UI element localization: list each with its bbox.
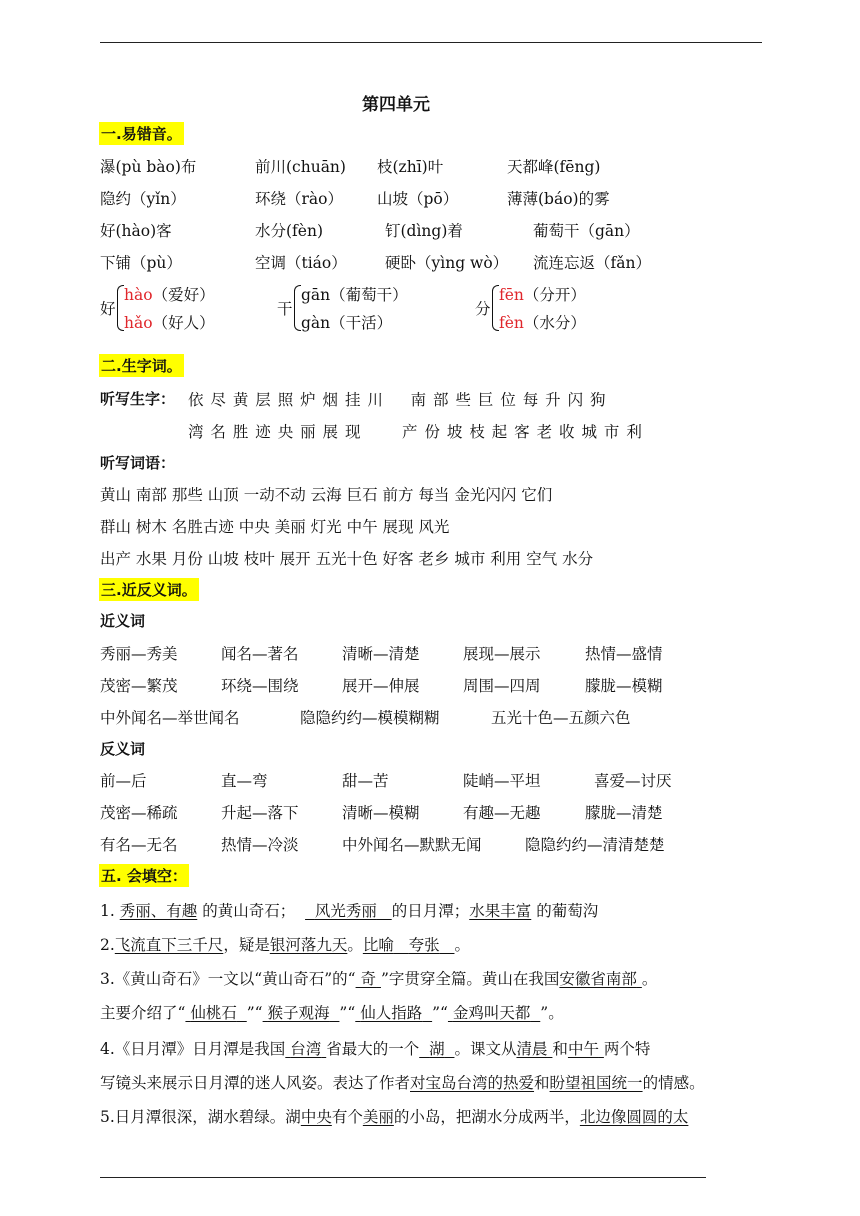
pinyin-item: 流连忘返（fǎn） xyxy=(533,254,651,272)
fill-question-4: 4.《日月潭》日月潭是我国 台湾 省最大的一个 湖 。课文从清晨 和中午 两个特 xyxy=(100,1040,651,1058)
word-pair: 甜—苦 xyxy=(342,772,389,790)
page-title: 第四单元 xyxy=(362,95,430,115)
word-pair: 五光十色—五颜六色 xyxy=(491,709,631,727)
pinyin-item: 好(hào)客 xyxy=(100,222,172,240)
word-pair: 有名—无名 xyxy=(100,836,178,854)
word-pair: 陡峭—平坦 xyxy=(463,772,541,790)
section-heading-1: 一.易错音。 xyxy=(99,122,184,145)
fill-question-2: 2.飞流直下三千尺，疑是银河落九天。比喻 夸张 。 xyxy=(100,936,470,954)
word-pair: 喜爱—讨厌 xyxy=(594,772,672,790)
polyphone-char: 好 xyxy=(100,300,116,318)
word-pair: 展现—展示 xyxy=(463,645,541,663)
polyphone-char: 分 xyxy=(475,300,491,318)
word-pair: 隐隐约约—清清楚楚 xyxy=(525,836,665,854)
brace-shape xyxy=(492,285,499,331)
pinyin-item: 山坡（pō） xyxy=(377,190,459,208)
chars-line: 依 尽 黄 层 照 炉 烟 挂 川 南 部 些 巨 位 每 升 闪 狗 xyxy=(188,391,606,409)
polyphone-reading: hǎo（好人） xyxy=(124,314,215,332)
pinyin-item: 空调（tiáo） xyxy=(255,254,347,272)
pinyin-item: 隐约（yǐn） xyxy=(100,190,186,208)
word-pair: 中外闻名—默默无闻 xyxy=(342,836,482,854)
word-pair: 清晰—模糊 xyxy=(342,804,420,822)
words-line: 黄山 南部 那些 山顶 一动不动 云海 巨石 前方 每当 金光闪闪 它们 xyxy=(100,486,553,504)
word-pair: 茂密—繁茂 xyxy=(100,677,178,695)
words-line: 群山 树木 名胜古迹 中央 美丽 灯光 中午 展现 风光 xyxy=(100,518,450,536)
pinyin-item: 枝(zhī)叶 xyxy=(377,158,444,176)
pinyin-item: 葡萄干（gān） xyxy=(533,222,640,240)
fill-question-1: 1. 秀丽、有趣 的黄山奇石； 风光秀丽 的日月潭；水果丰富 的葡萄沟 xyxy=(100,902,599,920)
write-chars-label: 听写生字： xyxy=(100,390,176,408)
top-rule xyxy=(100,42,762,43)
polyphone-char: 干 xyxy=(277,300,293,318)
synonym-label: 近义词 xyxy=(100,612,146,630)
word-pair: 茂密—稀疏 xyxy=(100,804,178,822)
word-pair: 清晰—清楚 xyxy=(342,645,420,663)
word-pair: 热情—盛情 xyxy=(585,645,663,663)
fill-question-3: 3.《黄山奇石》一文以“黄山奇石”的“ 奇 ”字贯穿全篇。黄山在我国安徽省南部 。 xyxy=(100,970,658,988)
word-pair: 闻名—著名 xyxy=(221,645,299,663)
pinyin-item: 瀑(pù bào)布 xyxy=(100,158,197,176)
word-pair: 环绕—围绕 xyxy=(221,677,299,695)
polyphone-reading: gān（葡萄干） xyxy=(301,286,408,304)
brace-shape xyxy=(294,285,301,331)
word-pair: 隐隐约约—模模糊糊 xyxy=(300,709,440,727)
pinyin-item: 下铺（pù） xyxy=(100,254,182,272)
polyphone-reading: hào（爱好） xyxy=(124,286,215,304)
pinyin-item: 薄薄(báo)的雾 xyxy=(507,190,610,208)
pinyin-item: 钉(dìng)着 xyxy=(385,222,463,240)
section-heading-3: 三.近反义词。 xyxy=(99,578,199,601)
word-pair: 周围—四周 xyxy=(463,677,541,695)
word-pair: 升起—落下 xyxy=(221,804,299,822)
word-pair: 直—弯 xyxy=(221,772,268,790)
section-heading-5: 五. 会填空： xyxy=(99,864,189,887)
word-pair: 热情—冷淡 xyxy=(221,836,299,854)
word-pair: 秀丽—秀美 xyxy=(100,645,178,663)
brace-shape xyxy=(117,285,124,331)
word-pair: 有趣—无趣 xyxy=(463,804,541,822)
chars-line: 湾 名 胜 迹 央 丽 展 现 产 份 坡 枝 起 客 老 收 城 市 利 xyxy=(188,423,642,441)
write-words-label: 听写词语： xyxy=(100,454,176,472)
antonym-label: 反义词 xyxy=(100,740,146,758)
word-pair: 朦胧—清楚 xyxy=(585,804,663,822)
fill-question-4b: 写镜头来展示日月潭的迷人风姿。表达了作者对宝岛台湾的热爱和盼望祖国统一的情感。 xyxy=(100,1074,705,1092)
word-pair: 前—后 xyxy=(100,772,147,790)
polyphone-reading: gàn（干活） xyxy=(301,314,393,332)
section-heading-2: 二.生字词。 xyxy=(99,354,184,377)
word-pair: 朦胧—模糊 xyxy=(585,677,663,695)
bottom-rule xyxy=(100,1177,706,1178)
polyphone-reading: fèn（水分） xyxy=(499,314,586,332)
word-pair: 展开—伸展 xyxy=(342,677,420,695)
polyphone-reading: fēn（分开） xyxy=(499,286,586,304)
word-pair: 中外闻名—举世闻名 xyxy=(100,709,240,727)
words-line: 出产 水果 月份 山坡 枝叶 展开 五光十色 好客 老乡 城市 利用 空气 水分 xyxy=(100,550,594,568)
pinyin-item: 水分(fèn) xyxy=(255,222,323,240)
pinyin-item: 前川(chuān) xyxy=(255,158,346,176)
pinyin-item: 硬卧（yìng wò） xyxy=(385,254,509,272)
pinyin-item: 环绕（rào） xyxy=(255,190,343,208)
pinyin-item: 天都峰(fēng) xyxy=(507,158,601,176)
fill-question-3b: 主要介绍了“ 仙桃石 ”“ 猴子观海 ”“ 仙人指路 ”“ 金鸡叫天都 ”。 xyxy=(100,1004,564,1022)
fill-question-5: 5.日月潭很深，湖水碧绿。湖中央有个美丽的小岛，把湖水分成两半，北边像圆圆的太 xyxy=(100,1108,689,1126)
